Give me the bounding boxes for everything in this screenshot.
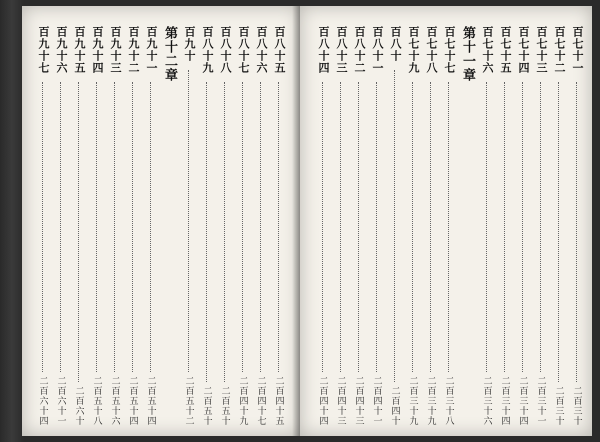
dot-leader bbox=[394, 70, 396, 382]
page-number: 二百三十四 bbox=[517, 376, 528, 426]
page-number: 二百三十 bbox=[553, 386, 564, 426]
dot-leader bbox=[242, 82, 244, 372]
page-number: 二百五十四 bbox=[127, 376, 138, 426]
chapter-heading bbox=[460, 26, 474, 426]
section-number: 百八十八 bbox=[219, 26, 232, 74]
toc-entry bbox=[424, 26, 438, 426]
section-number: 百九十三 bbox=[109, 26, 122, 74]
page-number: 二百六十四 bbox=[37, 376, 48, 426]
page-number: 二百四十 bbox=[389, 386, 400, 426]
page-number: 二百四十九 bbox=[237, 376, 248, 426]
dot-leader bbox=[188, 70, 190, 372]
section-number: 百七十九 bbox=[407, 26, 420, 74]
page-number: 二百四十三 bbox=[353, 376, 364, 426]
page-number: 二百五十二 bbox=[183, 376, 194, 426]
section-number: 百八十五 bbox=[273, 26, 286, 74]
page-number: 二百六十一 bbox=[55, 376, 66, 426]
dot-leader bbox=[60, 82, 62, 372]
toc-entry bbox=[200, 26, 214, 426]
section-number: 百八十四 bbox=[317, 26, 330, 74]
toc-entry bbox=[552, 26, 566, 426]
toc-entry bbox=[480, 26, 494, 426]
toc-entry bbox=[534, 26, 548, 426]
dot-leader bbox=[358, 82, 360, 372]
dot-leader bbox=[42, 82, 44, 372]
dot-leader bbox=[340, 82, 342, 372]
toc-entry bbox=[442, 26, 456, 426]
dot-leader bbox=[504, 82, 506, 372]
section-number: 百七十一 bbox=[571, 26, 584, 74]
toc-entry bbox=[352, 26, 366, 426]
toc-entry bbox=[182, 26, 196, 426]
left-page bbox=[22, 6, 301, 436]
page-number: 二百四十七 bbox=[255, 376, 266, 426]
section-number: 百七十八 bbox=[425, 26, 438, 74]
toc-entry bbox=[72, 26, 86, 426]
toc-entry bbox=[272, 26, 286, 426]
page-number: 二百三十一 bbox=[535, 376, 546, 426]
section-number: 百九十四 bbox=[91, 26, 104, 74]
toc-entry bbox=[126, 26, 140, 426]
page-number: 二百四十一 bbox=[371, 376, 382, 426]
page-number: 二百五十四 bbox=[145, 376, 156, 426]
section-number: 百八十九 bbox=[201, 26, 214, 74]
page-number: 二百五十六 bbox=[109, 376, 120, 426]
section-number: 百八十三 bbox=[335, 26, 348, 74]
dot-leader bbox=[448, 82, 450, 372]
dot-leader bbox=[260, 82, 262, 372]
page-number: 二百三十 bbox=[571, 386, 582, 426]
toc-entry bbox=[516, 26, 530, 426]
right-page bbox=[300, 6, 592, 436]
dot-leader bbox=[412, 82, 414, 372]
dot-leader bbox=[522, 82, 524, 372]
toc-entry bbox=[570, 26, 584, 426]
page-number: 二百三十八 bbox=[443, 376, 454, 426]
toc-entry bbox=[370, 26, 384, 426]
section-number: 百八十 bbox=[389, 26, 402, 62]
toc-entry bbox=[388, 26, 402, 426]
dot-leader bbox=[206, 82, 208, 382]
dot-leader bbox=[540, 82, 542, 372]
chapter-heading bbox=[162, 26, 176, 426]
toc-entry bbox=[54, 26, 68, 426]
toc-entry bbox=[316, 26, 330, 426]
page-number: 二百六十 bbox=[73, 386, 84, 426]
toc-entry bbox=[144, 26, 158, 426]
dot-leader bbox=[96, 82, 98, 372]
page-number: 二百三十九 bbox=[407, 376, 418, 426]
section-number: 百七十七 bbox=[443, 26, 456, 74]
section-number: 百七十三 bbox=[535, 26, 548, 74]
page-number: 二百四十四 bbox=[317, 376, 328, 426]
dot-leader bbox=[430, 82, 432, 372]
section-number: 百九十五 bbox=[73, 26, 86, 74]
section-number: 百八十七 bbox=[237, 26, 250, 74]
page-number: 二百四十五 bbox=[273, 376, 284, 426]
dot-leader bbox=[576, 82, 578, 382]
toc-entry bbox=[236, 26, 250, 426]
toc-entry bbox=[406, 26, 420, 426]
section-number: 百七十四 bbox=[517, 26, 530, 74]
toc-entry bbox=[334, 26, 348, 426]
toc-entry bbox=[254, 26, 268, 426]
chapter-number: 第十二章 bbox=[162, 26, 177, 82]
section-number: 百九十七 bbox=[37, 26, 50, 74]
section-number: 百七十二 bbox=[553, 26, 566, 74]
section-number: 百九十 bbox=[183, 26, 196, 62]
dot-leader bbox=[486, 82, 488, 372]
section-number: 百九十六 bbox=[55, 26, 68, 74]
dot-leader bbox=[322, 82, 324, 372]
toc-entry bbox=[90, 26, 104, 426]
page-number: 二百三十四 bbox=[499, 376, 510, 426]
dot-leader bbox=[114, 82, 116, 372]
page-number: 二百五十 bbox=[201, 386, 212, 426]
section-number: 百九十一 bbox=[145, 26, 158, 74]
page-number: 二百五十 bbox=[219, 386, 230, 426]
dot-leader bbox=[278, 82, 280, 372]
dot-leader bbox=[132, 82, 134, 372]
dot-leader bbox=[150, 82, 152, 372]
dot-leader bbox=[376, 82, 378, 372]
section-number: 百七十五 bbox=[499, 26, 512, 74]
toc-entry bbox=[108, 26, 122, 426]
section-number: 百八十六 bbox=[255, 26, 268, 74]
dot-leader bbox=[224, 82, 226, 382]
page-number: 二百三十九 bbox=[425, 376, 436, 426]
chapter-number: 第十一章 bbox=[460, 26, 475, 82]
section-number: 百九十二 bbox=[127, 26, 140, 74]
dot-leader bbox=[558, 82, 560, 382]
toc-entry bbox=[36, 26, 50, 426]
dot-leader bbox=[78, 82, 80, 382]
page-number: 二百五十八 bbox=[91, 376, 102, 426]
section-number: 百七十六 bbox=[481, 26, 494, 74]
toc-entry bbox=[498, 26, 512, 426]
section-number: 百八十一 bbox=[371, 26, 384, 74]
section-number: 百八十二 bbox=[353, 26, 366, 74]
page-number: 二百三十六 bbox=[481, 376, 492, 426]
page-number: 二百四十三 bbox=[335, 376, 346, 426]
toc-entry bbox=[218, 26, 232, 426]
